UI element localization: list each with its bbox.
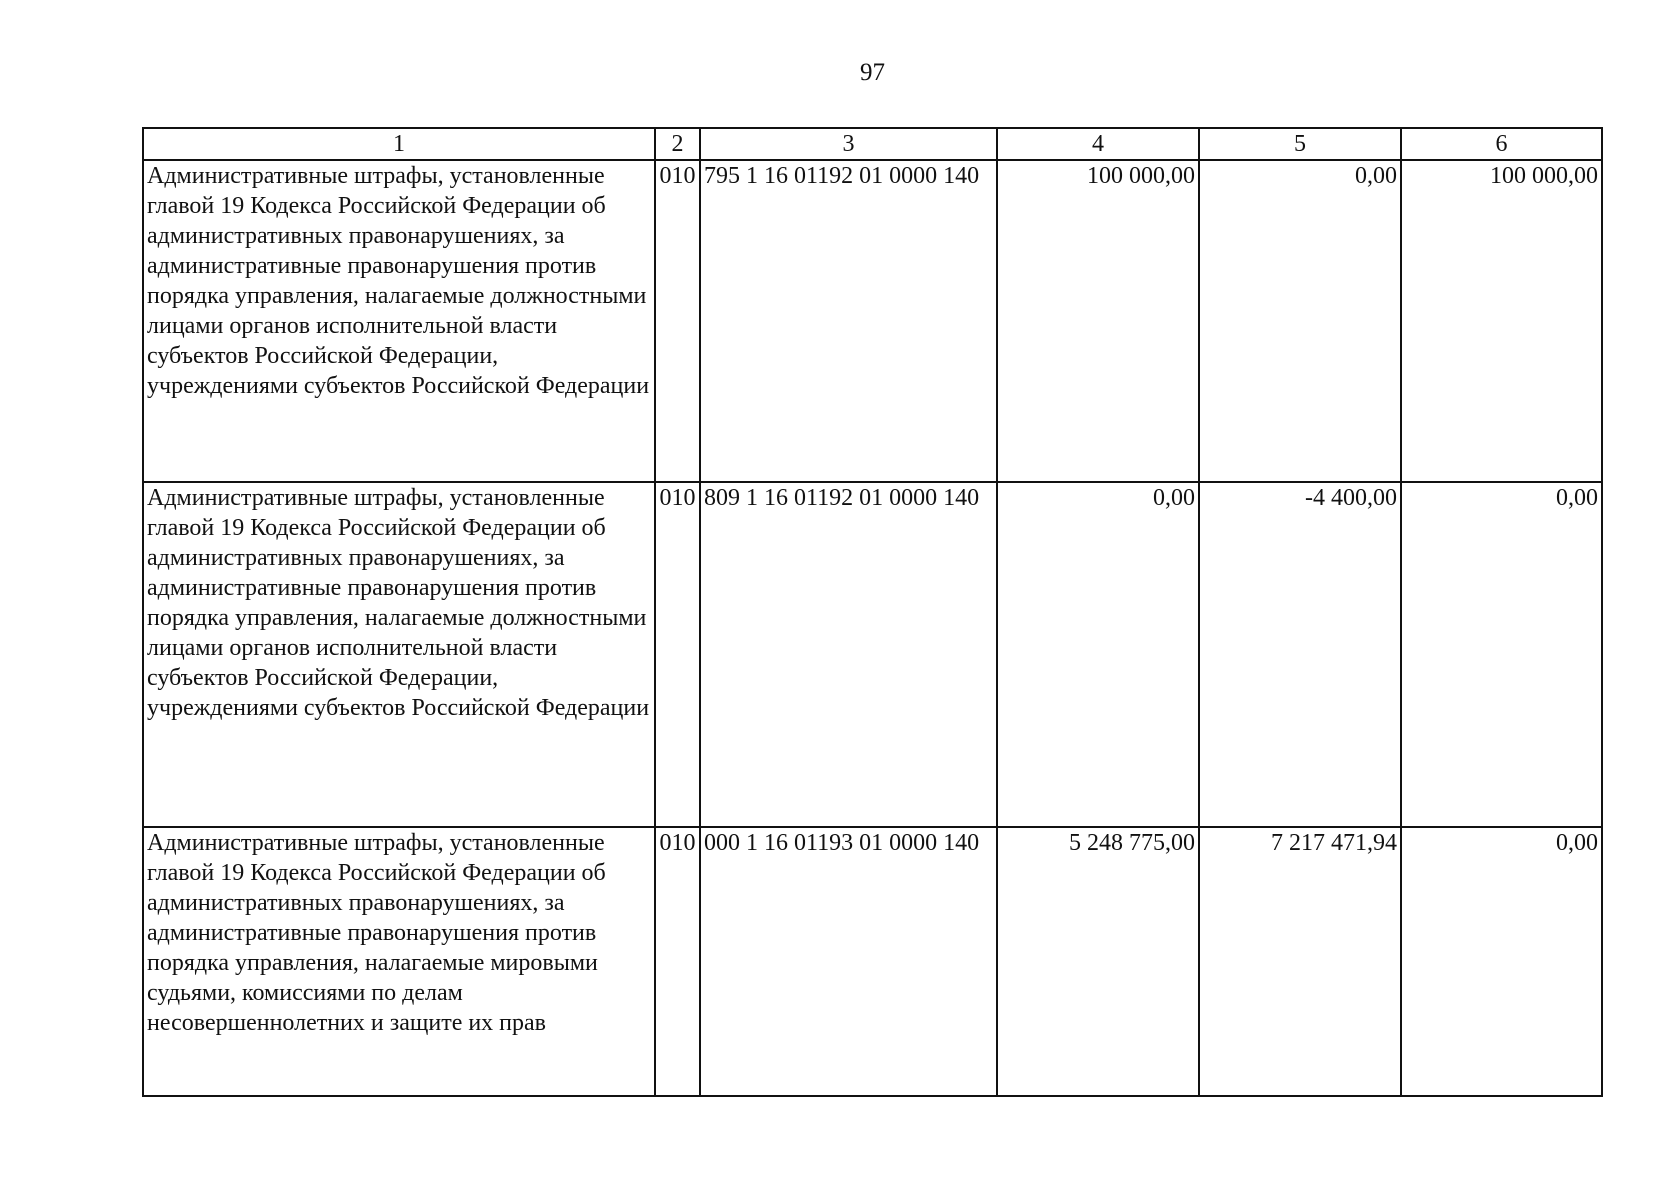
page-number: 97 [860,59,885,86]
row-code: 010 [655,482,700,827]
row-kbk: 000 1 16 01193 01 0000 140 [700,827,997,1096]
row-description: Административные штрафы, установленные главой 19 Кодекса Российской Федерации об административных правонарушениях, за административные правонарушения против порядка управления, налагаемые должностными лицами органов исполнительной власти субъектов Российской Федерации, учреждениями субъектов Российской Федерации [143,160,655,482]
table-row [143,482,1602,827]
row-kbk: 809 1 16 01192 01 0000 140 [700,482,997,827]
budget-table [142,127,1603,1097]
table-row [143,160,1602,482]
row-kbk: 795 1 16 01192 01 0000 140 [700,160,997,482]
row-col5-value: 0,00 [1199,160,1401,482]
row-code: 010 [655,160,700,482]
header-col-2: 2 [655,128,700,160]
header-col-1: 1 [143,128,655,160]
row-col6-value: 0,00 [1401,482,1602,827]
row-col4-value: 5 248 775,00 [997,827,1199,1096]
row-col5-value: -4 400,00 [1199,482,1401,827]
header-col-4: 4 [997,128,1199,160]
row-col6-value: 100 000,00 [1401,160,1602,482]
row-col6-value: 0,00 [1401,827,1602,1096]
header-col-6: 6 [1401,128,1602,160]
row-code: 010 [655,827,700,1096]
row-col4-value: 0,00 [997,482,1199,827]
row-col4-value: 100 000,00 [997,160,1199,482]
row-col5-value: 7 217 471,94 [1199,827,1401,1096]
table-row [143,827,1602,1096]
header-col-3: 3 [700,128,997,160]
header-col-5: 5 [1199,128,1401,160]
table-header-row [143,128,1602,160]
row-description: Административные штрафы, установленные главой 19 Кодекса Российской Федерации об административных правонарушениях, за административные правонарушения против порядка управления, налагаемые должностными лицами органов исполнительной власти субъектов Российской Федерации, учреждениями субъектов Российской Федерации [143,482,655,827]
row-description: Административные штрафы, установленные главой 19 Кодекса Российской Федерации об административных правонарушениях, за административные правонарушения против порядка управления, налагаемые мировыми судьями, комиссиями по делам несовершеннолетних и защите их прав [143,827,655,1096]
